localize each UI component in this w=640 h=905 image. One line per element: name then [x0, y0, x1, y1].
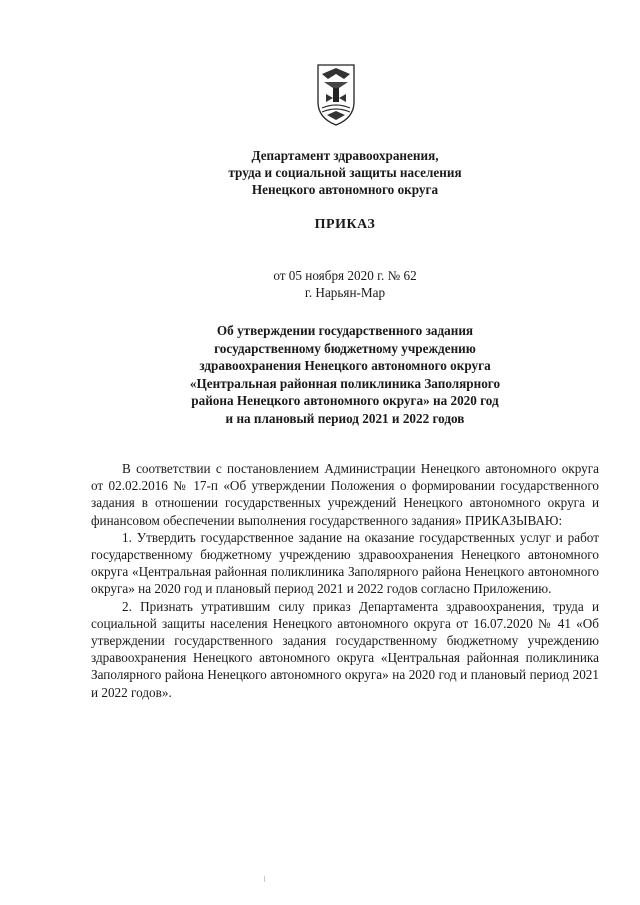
- preamble-paragraph: В соответствии с постановлением Администрации Ненецкого автономного округа от 02.02.2016 № 17-п «Об утверждении Положения о формировании государственного задания в отношении государственных учреждений Ненецкого автономного округа и финансовом обеспечении выполнения государственного задания» ПРИКАЗЫВАЮ:: [91, 461, 599, 528]
- department-line: Департамент здравоохранения,: [251, 148, 439, 163]
- order-date: от 05 ноября 2020 г. № 62: [273, 268, 417, 283]
- subject-line: района Ненецкого автономного округа» на 2020 год: [191, 393, 499, 408]
- coat-of-arms-icon: [314, 62, 358, 128]
- subject-line: Об утверждении государственного задания: [216, 323, 474, 338]
- order-subject: [90, 322, 600, 427]
- department-line: Ненецкого автономного округа: [251, 182, 439, 197]
- order-title: ПРИКАЗ: [314, 217, 376, 232]
- subject-line: здравоохранения Ненецкого автономного округа: [199, 358, 491, 373]
- department-name: [90, 147, 600, 198]
- item-1-paragraph: 1. Утвердить государственное задание на оказание государственных услуг и работ государственному бюджетному учреждению здравоохранения Ненецкого автономного округа «Центральная районная поликлиника Заполярного района Ненецкого автономного округа» на 2020 год и плановый период 2021 и 2022 годов согласно Приложению.: [91, 529, 599, 597]
- item-2-paragraph: 2. Признать утратившим силу приказ Департамента здравоохранения, труда и социальной защиты населения Ненецкого автономного округа от 16.07.2020 № 41 «Об утверждении государственного задания государственному бюджетному учреждению здравоохранения Ненецкого автономного округа «Центральная районная поликлиника Заполярного района Ненецкого автономного округа» на 2020 год и плановый период 2021 и 2022 годов».: [91, 598, 599, 700]
- department-line: труда и социальной защиты населения: [228, 165, 462, 180]
- subject-line: государственному бюджетному учреждению: [214, 340, 476, 356]
- subject-line: «Центральная районная поликлиника Заполярного: [189, 375, 501, 391]
- order-date-place: [90, 267, 600, 301]
- subject-line: и на плановый период 2021 и 2022 годов: [225, 410, 465, 426]
- order-place: г. Нарьян-Мар: [304, 285, 386, 300]
- order-body: [91, 460, 599, 701]
- scan-mark: [264, 876, 265, 882]
